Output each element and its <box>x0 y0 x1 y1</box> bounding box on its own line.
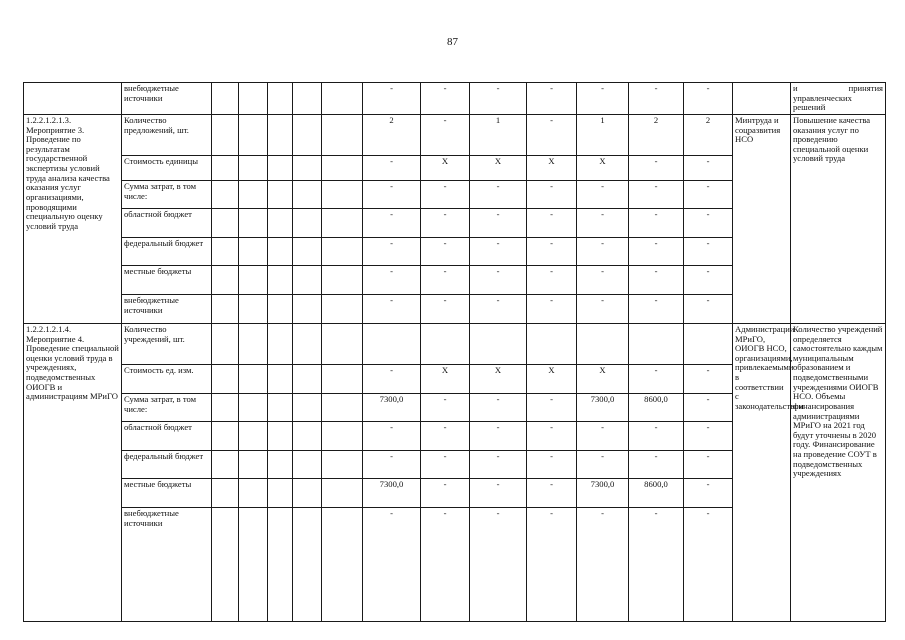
value-cell: - <box>470 208 527 237</box>
value-cell: - <box>421 507 470 621</box>
value-cell: - <box>629 450 684 478</box>
empty-cell <box>293 265 322 294</box>
value-cell: - <box>421 294 470 323</box>
result-cell: Повышение качества оказания услуг по проведению специальной оценки условий труда <box>791 114 886 323</box>
value-cell: - <box>527 83 577 115</box>
value-cell: - <box>527 294 577 323</box>
empty-cell <box>268 265 293 294</box>
value-cell: - <box>421 114 470 155</box>
empty-cell <box>239 180 268 208</box>
empty-cell <box>268 450 293 478</box>
value-cell: - <box>363 450 421 478</box>
value-cell: - <box>363 507 421 621</box>
value-cell: X <box>470 155 527 180</box>
value-cell <box>577 323 629 364</box>
empty-cell <box>293 323 322 364</box>
empty-cell <box>212 478 239 507</box>
program-table <box>23 82 886 622</box>
value-cell: 7300,0 <box>577 478 629 507</box>
empty-cell <box>212 364 239 393</box>
row-label: внебюджетные источники <box>122 294 212 323</box>
value-cell: - <box>577 237 629 265</box>
empty-cell <box>322 155 363 180</box>
value-cell: - <box>421 421 470 450</box>
value-cell: X <box>470 364 527 393</box>
table-row <box>24 323 886 364</box>
empty-cell <box>212 155 239 180</box>
empty-cell <box>268 114 293 155</box>
value-cell: - <box>421 393 470 421</box>
value-cell: - <box>363 364 421 393</box>
value-cell: - <box>684 393 733 421</box>
empty-cell <box>293 237 322 265</box>
value-cell: - <box>363 83 421 115</box>
empty-cell <box>212 265 239 294</box>
value-cell <box>684 323 733 364</box>
empty-cell <box>268 323 293 364</box>
value-cell: - <box>421 478 470 507</box>
value-cell: - <box>421 180 470 208</box>
empty-cell <box>212 421 239 450</box>
value-cell: - <box>470 393 527 421</box>
empty-cell <box>322 294 363 323</box>
value-cell: - <box>470 450 527 478</box>
empty-cell <box>268 83 293 115</box>
empty-cell <box>268 294 293 323</box>
empty-cell <box>322 323 363 364</box>
empty-cell <box>239 114 268 155</box>
empty-cell <box>268 155 293 180</box>
value-cell: - <box>577 450 629 478</box>
empty-cell <box>293 450 322 478</box>
empty-cell <box>212 180 239 208</box>
value-cell: 2 <box>629 114 684 155</box>
empty-cell <box>293 421 322 450</box>
empty-cell <box>322 478 363 507</box>
value-cell: - <box>527 450 577 478</box>
result-cell: и принятия управленческих решений <box>791 83 886 115</box>
value-cell: - <box>470 421 527 450</box>
value-cell: X <box>527 155 577 180</box>
empty-cell <box>268 393 293 421</box>
event-name-cell: 1.2.2.1.2.1.4. Мероприятие 4. Проведение специальной оценки условий труда в учреждениях, подведомственных ОИОГВ и администрациям МРиГО <box>24 323 122 621</box>
empty-cell <box>293 208 322 237</box>
value-cell: 7300,0 <box>363 393 421 421</box>
value-cell: - <box>363 421 421 450</box>
value-cell <box>421 323 470 364</box>
empty-cell <box>268 237 293 265</box>
value-cell: - <box>684 478 733 507</box>
empty-cell <box>322 83 363 115</box>
empty-cell <box>239 323 268 364</box>
value-cell: 2 <box>363 114 421 155</box>
empty-cell <box>239 507 268 621</box>
value-cell <box>470 323 527 364</box>
value-cell: - <box>527 265 577 294</box>
value-cell: - <box>577 265 629 294</box>
value-cell: - <box>629 208 684 237</box>
value-cell: - <box>527 114 577 155</box>
empty-cell <box>239 450 268 478</box>
empty-cell <box>268 208 293 237</box>
value-cell: X <box>527 364 577 393</box>
result-cell: Количество учреждений определяется самостоятельно каждым муниципальным образованием и подведомственными учреждениями ОИОГВ НСО. Объемы финансирования администрациями МРиГО на 2021 год будут уточнены в 2020 году. Финансирование на проведение СОУТ в подведомственных учреждениях <box>791 323 886 621</box>
value-cell: 7300,0 <box>363 478 421 507</box>
page-number: 87 <box>447 36 458 48</box>
empty-cell <box>239 478 268 507</box>
empty-cell <box>322 450 363 478</box>
value-cell: 2 <box>684 114 733 155</box>
value-cell: - <box>421 83 470 115</box>
empty-cell <box>239 155 268 180</box>
value-cell: - <box>470 507 527 621</box>
value-cell: 1 <box>470 114 527 155</box>
value-cell: - <box>629 364 684 393</box>
value-cell: - <box>577 294 629 323</box>
empty-cell <box>239 393 268 421</box>
table-row <box>24 83 886 115</box>
value-cell: - <box>421 208 470 237</box>
value-cell: - <box>470 237 527 265</box>
value-cell: - <box>684 364 733 393</box>
empty-cell <box>212 83 239 115</box>
empty-cell <box>293 478 322 507</box>
value-cell: - <box>527 507 577 621</box>
value-cell: - <box>363 180 421 208</box>
empty-cell <box>322 364 363 393</box>
empty-cell <box>268 180 293 208</box>
value-cell <box>527 323 577 364</box>
value-cell: - <box>527 208 577 237</box>
value-cell: - <box>629 265 684 294</box>
value-cell: - <box>684 265 733 294</box>
value-cell: - <box>684 450 733 478</box>
value-cell: X <box>421 364 470 393</box>
value-cell: 8600,0 <box>629 478 684 507</box>
empty-cell <box>293 180 322 208</box>
value-cell: 7300,0 <box>577 393 629 421</box>
row-label: областной бюджет <box>122 421 212 450</box>
empty-cell <box>268 421 293 450</box>
value-cell: - <box>363 208 421 237</box>
value-cell: - <box>577 180 629 208</box>
value-cell: - <box>470 294 527 323</box>
empty-cell <box>293 507 322 621</box>
value-cell: - <box>629 421 684 450</box>
empty-cell <box>322 393 363 421</box>
empty-cell <box>293 294 322 323</box>
row-label: Стоимость единицы <box>122 155 212 180</box>
value-cell: X <box>577 155 629 180</box>
value-cell <box>629 323 684 364</box>
empty-cell <box>322 208 363 237</box>
value-cell: - <box>470 265 527 294</box>
row-label: местные бюджеты <box>122 265 212 294</box>
value-cell: X <box>421 155 470 180</box>
empty-cell <box>322 114 363 155</box>
table-row <box>24 114 886 155</box>
empty-cell <box>293 393 322 421</box>
event-name-cell: 1.2.2.1.2.1.3. Мероприятие 3. Проведение по результатам государственной экспертизы условий труда анализа качества оказания услуг организациями, проводящими специальную оценку условий труда <box>24 114 122 323</box>
empty-cell <box>239 265 268 294</box>
empty-cell <box>212 323 239 364</box>
empty-cell <box>212 237 239 265</box>
executor-cell: Минтруда и соцразвития НСО <box>733 114 791 323</box>
row-label: федеральный бюджет <box>122 450 212 478</box>
value-cell: 8600,0 <box>629 393 684 421</box>
value-cell: - <box>363 237 421 265</box>
value-cell: - <box>629 237 684 265</box>
value-cell: - <box>527 393 577 421</box>
value-cell: - <box>684 208 733 237</box>
value-cell: - <box>577 83 629 115</box>
value-cell: - <box>421 237 470 265</box>
value-cell: - <box>629 155 684 180</box>
empty-cell <box>268 478 293 507</box>
value-cell: - <box>363 155 421 180</box>
value-cell: X <box>577 364 629 393</box>
value-cell: - <box>684 237 733 265</box>
value-cell: - <box>363 265 421 294</box>
value-cell: - <box>684 294 733 323</box>
executor-cell: Администрации МРиГО, ОИОГВ НСО, организациями, привлекаемыми в соответствии с законодательством <box>733 323 791 621</box>
value-cell: - <box>684 507 733 621</box>
value-cell: - <box>629 83 684 115</box>
value-cell: - <box>363 294 421 323</box>
row-label: Количество учреждений, шт. <box>122 323 212 364</box>
value-cell: - <box>629 294 684 323</box>
empty-cell <box>239 237 268 265</box>
value-cell: - <box>629 507 684 621</box>
source-label: внебюджетные источники <box>122 83 212 115</box>
value-cell: - <box>577 208 629 237</box>
empty-cell <box>212 294 239 323</box>
value-cell: 1 <box>577 114 629 155</box>
value-cell: - <box>470 83 527 115</box>
empty-cell <box>239 83 268 115</box>
value-cell: - <box>527 421 577 450</box>
empty-cell <box>239 294 268 323</box>
value-cell: - <box>527 237 577 265</box>
empty-cell <box>293 155 322 180</box>
empty-cell <box>293 364 322 393</box>
row-label: местные бюджеты <box>122 478 212 507</box>
empty-cell <box>322 237 363 265</box>
value-cell: - <box>421 265 470 294</box>
empty-cell <box>322 421 363 450</box>
value-cell <box>363 323 421 364</box>
row-label: Количество предложений, шт. <box>122 114 212 155</box>
row-label: Сумма затрат, в том числе: <box>122 180 212 208</box>
empty-cell <box>293 114 322 155</box>
empty-cell <box>212 208 239 237</box>
value-cell: - <box>470 478 527 507</box>
empty-cell <box>268 507 293 621</box>
empty-cell <box>212 450 239 478</box>
empty-cell <box>239 364 268 393</box>
empty-cell <box>212 393 239 421</box>
empty-cell <box>322 265 363 294</box>
value-cell: - <box>421 450 470 478</box>
empty-cell <box>239 421 268 450</box>
executor-cell <box>733 83 791 115</box>
empty-cell <box>239 208 268 237</box>
empty-cell <box>322 180 363 208</box>
value-cell: - <box>527 478 577 507</box>
empty-cell <box>293 83 322 115</box>
empty-cell <box>268 364 293 393</box>
empty-cell <box>322 507 363 621</box>
value-cell: - <box>470 180 527 208</box>
value-cell: - <box>684 421 733 450</box>
row-label: Стоимость ед. изм. <box>122 364 212 393</box>
value-cell: - <box>527 180 577 208</box>
value-cell: - <box>684 155 733 180</box>
row-label: Сумма затрат, в том числе: <box>122 393 212 421</box>
value-cell: - <box>577 507 629 621</box>
empty-cell <box>212 114 239 155</box>
value-cell: - <box>684 83 733 115</box>
value-cell: - <box>629 180 684 208</box>
row-label: областной бюджет <box>122 208 212 237</box>
row-label: федеральный бюджет <box>122 237 212 265</box>
event-name-cell <box>24 83 122 115</box>
value-cell: - <box>684 180 733 208</box>
row-label: внебюджетные источники <box>122 507 212 621</box>
value-cell: - <box>577 421 629 450</box>
empty-cell <box>212 507 239 621</box>
